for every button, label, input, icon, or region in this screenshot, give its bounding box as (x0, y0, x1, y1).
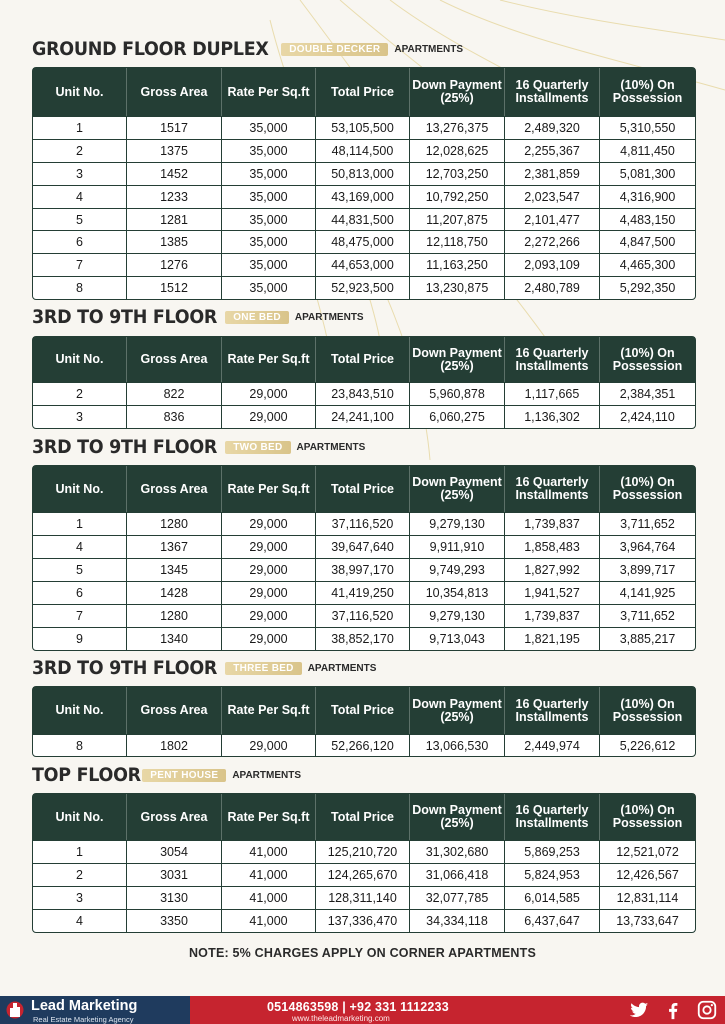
table-cell: 1802 (127, 734, 222, 756)
section-tag: TWO BED (225, 441, 290, 454)
section-title: TOP FLOOR (32, 764, 141, 786)
table-cell: 5,226,612 (600, 734, 695, 756)
table-header-row (33, 466, 695, 512)
table-cell: 1281 (127, 208, 222, 231)
table-cell: 6 (33, 230, 127, 253)
table-cell: 4,465,300 (600, 253, 695, 276)
table-cell: 35,000 (222, 208, 316, 231)
table-cell: 5,960,878 (410, 382, 505, 405)
table-cell: 1,858,483 (505, 535, 600, 558)
table-cell: 1,136,302 (505, 405, 600, 428)
table-cell: 48,114,500 (316, 139, 410, 162)
section-title: GROUND FLOOR DUPLEX (32, 38, 269, 60)
table-cell: 29,000 (222, 535, 316, 558)
table-cell: 12,118,750 (410, 230, 505, 253)
table-cell: 41,000 (222, 863, 316, 886)
table-cell: 822 (127, 382, 222, 405)
section-title: 3RD TO 9TH FLOOR (32, 306, 218, 328)
table-row (33, 535, 695, 558)
column-header: 16 Quarterly Installments (505, 687, 600, 734)
table-cell: 12,426,567 (600, 863, 695, 886)
column-header: 16 Quarterly Installments (505, 466, 600, 512)
table-cell: 53,105,500 (316, 116, 410, 139)
facebook-icon[interactable] (662, 999, 684, 1021)
section-tag: PENT HOUSE (142, 769, 226, 782)
table-cell: 5,081,300 (600, 162, 695, 185)
table-cell: 12,703,250 (410, 162, 505, 185)
table-row (33, 139, 695, 162)
table-cell: 4,847,500 (600, 230, 695, 253)
table-cell: 3 (33, 405, 127, 428)
table-cell: 2,480,789 (505, 276, 600, 299)
column-header: (10%) On Possession (600, 687, 695, 734)
table-cell: 52,266,120 (316, 734, 410, 756)
column-header: (10%) On Possession (600, 466, 695, 512)
table-cell: 6,014,585 (505, 886, 600, 909)
corner-charges-note: NOTE: 5% CHARGES APPLY ON CORNER APARTMENTS (188, 946, 537, 960)
table-cell: 4,316,900 (600, 185, 695, 208)
table-header-row (33, 68, 695, 116)
table-cell: 1 (33, 116, 127, 139)
table-cell: 29,000 (222, 405, 316, 428)
table-cell: 1367 (127, 535, 222, 558)
table-cell: 8 (33, 276, 127, 299)
table-cell: 2,272,266 (505, 230, 600, 253)
column-header: Total Price (316, 687, 410, 734)
table-cell: 29,000 (222, 512, 316, 535)
table-cell: 31,066,418 (410, 863, 505, 886)
table-row (33, 840, 695, 863)
column-header: Total Price (316, 337, 410, 382)
table-cell: 8 (33, 734, 127, 756)
table-cell: 3,964,764 (600, 535, 695, 558)
table-cell: 41,419,250 (316, 581, 410, 604)
table-cell: 1,117,665 (505, 382, 600, 405)
table-cell: 41,000 (222, 909, 316, 932)
table-cell: 13,066,530 (410, 734, 505, 756)
table-cell: 1428 (127, 581, 222, 604)
table-cell: 1,821,195 (505, 627, 600, 650)
table-cell: 1,941,527 (505, 581, 600, 604)
table-cell: 836 (127, 405, 222, 428)
table-cell: 2,101,477 (505, 208, 600, 231)
table-cell: 2,381,859 (505, 162, 600, 185)
table-cell: 13,230,875 (410, 276, 505, 299)
column-header: 16 Quarterly Installments (505, 68, 600, 116)
brand-tagline: Real Estate Marketing Agency (33, 1015, 134, 1024)
table-cell: 5 (33, 558, 127, 581)
column-header: Rate Per Sq.ft (222, 466, 316, 512)
table-cell: 12,521,072 (600, 840, 695, 863)
table-cell: 10,792,250 (410, 185, 505, 208)
column-header: Rate Per Sq.ft (222, 794, 316, 840)
table-row (33, 512, 695, 535)
table-header-row (33, 337, 695, 382)
table-cell: 50,813,000 (316, 162, 410, 185)
table-cell: 1233 (127, 185, 222, 208)
table-cell: 5,310,550 (600, 116, 695, 139)
price-table-top-floor (32, 793, 696, 933)
table-cell: 12,028,625 (410, 139, 505, 162)
table-cell: 37,116,520 (316, 604, 410, 627)
table-cell: 5,869,253 (505, 840, 600, 863)
table-cell: 1452 (127, 162, 222, 185)
column-header: Rate Per Sq.ft (222, 68, 316, 116)
table-cell: 35,000 (222, 230, 316, 253)
table-cell: 5,824,953 (505, 863, 600, 886)
table-cell: 23,843,510 (316, 382, 410, 405)
table-cell: 7 (33, 604, 127, 627)
table-cell: 1,739,837 (505, 604, 600, 627)
section-tag: ONE BED (225, 311, 289, 324)
table-cell: 1385 (127, 230, 222, 253)
column-header: Unit No. (33, 68, 127, 116)
column-header: (10%) On Possession (600, 794, 695, 840)
table-cell: 11,207,875 (410, 208, 505, 231)
table-header-row (33, 687, 695, 734)
table-cell: 39,647,640 (316, 535, 410, 558)
table-cell: 37,116,520 (316, 512, 410, 535)
table-cell: 3 (33, 162, 127, 185)
price-table-two-bed (32, 465, 696, 651)
table-cell: 44,653,000 (316, 253, 410, 276)
table-row (33, 276, 695, 299)
table-cell: 29,000 (222, 558, 316, 581)
table-cell: 1 (33, 512, 127, 535)
table-cell: 1280 (127, 604, 222, 627)
table-row (33, 627, 695, 650)
column-header: Down Payment (25%) (410, 466, 505, 512)
column-header: (10%) On Possession (600, 337, 695, 382)
table-cell: 35,000 (222, 139, 316, 162)
table-cell: 29,000 (222, 382, 316, 405)
section-tag-suffix: APARTMENTS (296, 441, 366, 453)
table-cell: 3031 (127, 863, 222, 886)
table-cell: 3350 (127, 909, 222, 932)
table-cell: 38,852,170 (316, 627, 410, 650)
section-tag-suffix: APARTMENTS (232, 769, 302, 781)
table-row (33, 604, 695, 627)
column-header: Down Payment (25%) (410, 68, 505, 116)
table-cell: 1,827,992 (505, 558, 600, 581)
table-cell: 35,000 (222, 162, 316, 185)
section-tag-suffix: APARTMENTS (394, 43, 464, 55)
table-cell: 3 (33, 886, 127, 909)
brand-name: Lead Marketing (31, 998, 138, 1014)
table-row (33, 734, 695, 756)
table-cell: 34,334,118 (410, 909, 505, 932)
section-heading-one-bed (32, 306, 364, 328)
table-cell: 6,060,275 (410, 405, 505, 428)
column-header: Unit No. (33, 337, 127, 382)
table-cell: 4,811,450 (600, 139, 695, 162)
website-link[interactable]: www.theleadmarketing.com (292, 1014, 390, 1023)
table-cell: 38,997,170 (316, 558, 410, 581)
table-row (33, 863, 695, 886)
table-cell: 1276 (127, 253, 222, 276)
table-cell: 2,255,367 (505, 139, 600, 162)
table-cell: 2 (33, 863, 127, 886)
section-heading-top-floor (32, 764, 301, 786)
table-cell: 10,354,813 (410, 581, 505, 604)
price-table-one-bed (32, 336, 696, 429)
table-row (33, 909, 695, 932)
column-header: Unit No. (33, 687, 127, 734)
table-cell: 4,483,150 (600, 208, 695, 231)
section-tag: THREE BED (225, 662, 301, 675)
table-row (33, 382, 695, 405)
column-header: Total Price (316, 794, 410, 840)
section-heading-three-bed (32, 657, 376, 679)
column-header: Unit No. (33, 466, 127, 512)
table-cell: 2,384,351 (600, 382, 695, 405)
column-header: Gross Area (127, 466, 222, 512)
table-row (33, 558, 695, 581)
table-cell: 44,831,500 (316, 208, 410, 231)
table-row (33, 886, 695, 909)
table-cell: 3054 (127, 840, 222, 863)
table-cell: 3,711,652 (600, 512, 695, 535)
column-header: Down Payment (25%) (410, 687, 505, 734)
table-cell: 35,000 (222, 253, 316, 276)
table-cell: 3,711,652 (600, 604, 695, 627)
table-cell: 43,169,000 (316, 185, 410, 208)
table-cell: 7 (33, 253, 127, 276)
table-cell: 29,000 (222, 604, 316, 627)
column-header: Gross Area (127, 687, 222, 734)
column-header: Down Payment (25%) (410, 337, 505, 382)
table-cell: 4,141,925 (600, 581, 695, 604)
column-header: Unit No. (33, 794, 127, 840)
section-heading-ground-floor (32, 38, 463, 60)
column-header: (10%) On Possession (600, 68, 695, 116)
table-cell: 5,292,350 (600, 276, 695, 299)
table-cell: 1512 (127, 276, 222, 299)
building-logo-icon (6, 998, 24, 1022)
table-cell: 2,449,974 (505, 734, 600, 756)
section-heading-two-bed (32, 436, 365, 458)
table-cell: 4 (33, 909, 127, 932)
table-cell: 35,000 (222, 185, 316, 208)
section-title: 3RD TO 9TH FLOOR (32, 657, 218, 679)
table-row (33, 185, 695, 208)
table-cell: 31,302,680 (410, 840, 505, 863)
table-row (33, 116, 695, 139)
table-cell: 125,210,720 (316, 840, 410, 863)
table-cell: 29,000 (222, 627, 316, 650)
table-header-row (33, 794, 695, 840)
table-cell: 2 (33, 382, 127, 405)
table-cell: 3,899,717 (600, 558, 695, 581)
table-cell: 52,923,500 (316, 276, 410, 299)
column-header: Total Price (316, 68, 410, 116)
table-cell: 1345 (127, 558, 222, 581)
table-cell: 128,311,140 (316, 886, 410, 909)
table-cell: 3,885,217 (600, 627, 695, 650)
table-cell: 29,000 (222, 734, 316, 756)
section-tag: DOUBLE DECKER (281, 43, 388, 56)
column-header: Down Payment (25%) (410, 794, 505, 840)
footer-bar (0, 996, 725, 1024)
table-cell: 1375 (127, 139, 222, 162)
section-tag-suffix: APARTMENTS (294, 311, 364, 323)
table-cell: 9,279,130 (410, 604, 505, 627)
contact-phones[interactable]: 0514863598 | +92 331 1112233 (267, 1000, 449, 1014)
table-cell: 13,276,375 (410, 116, 505, 139)
table-cell: 137,336,470 (316, 909, 410, 932)
section-title: 3RD TO 9TH FLOOR (32, 436, 218, 458)
table-cell: 124,265,670 (316, 863, 410, 886)
table-cell: 4 (33, 535, 127, 558)
table-cell: 9,279,130 (410, 512, 505, 535)
table-cell: 11,163,250 (410, 253, 505, 276)
column-header: Gross Area (127, 794, 222, 840)
column-header: 16 Quarterly Installments (505, 337, 600, 382)
table-row (33, 405, 695, 428)
table-row (33, 581, 695, 604)
table-cell: 12,831,114 (600, 886, 695, 909)
column-header: Rate Per Sq.ft (222, 687, 316, 734)
table-cell: 1280 (127, 512, 222, 535)
table-row (33, 208, 695, 231)
column-header: Rate Per Sq.ft (222, 337, 316, 382)
table-cell: 29,000 (222, 581, 316, 604)
table-row (33, 253, 695, 276)
table-cell: 9 (33, 627, 127, 650)
table-cell: 48,475,000 (316, 230, 410, 253)
column-header: Total Price (316, 466, 410, 512)
twitter-icon[interactable] (628, 999, 650, 1021)
footer-brand-block (0, 996, 190, 1024)
table-row (33, 162, 695, 185)
table-cell: 2,424,110 (600, 405, 695, 428)
table-cell: 9,713,043 (410, 627, 505, 650)
table-cell: 2,489,320 (505, 116, 600, 139)
column-header: Gross Area (127, 337, 222, 382)
table-cell: 41,000 (222, 886, 316, 909)
table-cell: 41,000 (222, 840, 316, 863)
table-cell: 9,749,293 (410, 558, 505, 581)
table-cell: 6,437,647 (505, 909, 600, 932)
table-cell: 35,000 (222, 116, 316, 139)
table-cell: 1517 (127, 116, 222, 139)
table-cell: 2,093,109 (505, 253, 600, 276)
table-cell: 13,733,647 (600, 909, 695, 932)
price-table-three-bed (32, 686, 696, 757)
table-cell: 24,241,100 (316, 405, 410, 428)
table-row (33, 230, 695, 253)
table-cell: 2 (33, 139, 127, 162)
column-header: Gross Area (127, 68, 222, 116)
section-tag-suffix: APARTMENTS (307, 662, 377, 674)
table-cell: 1 (33, 840, 127, 863)
table-cell: 32,077,785 (410, 886, 505, 909)
table-cell: 1,739,837 (505, 512, 600, 535)
table-cell: 5 (33, 208, 127, 231)
column-header: 16 Quarterly Installments (505, 794, 600, 840)
price-table-ground-floor (32, 67, 696, 300)
table-cell: 6 (33, 581, 127, 604)
table-cell: 2,023,547 (505, 185, 600, 208)
table-cell: 35,000 (222, 276, 316, 299)
table-cell: 3130 (127, 886, 222, 909)
table-cell: 4 (33, 185, 127, 208)
instagram-icon[interactable] (696, 999, 718, 1021)
table-cell: 1340 (127, 627, 222, 650)
table-cell: 9,911,910 (410, 535, 505, 558)
